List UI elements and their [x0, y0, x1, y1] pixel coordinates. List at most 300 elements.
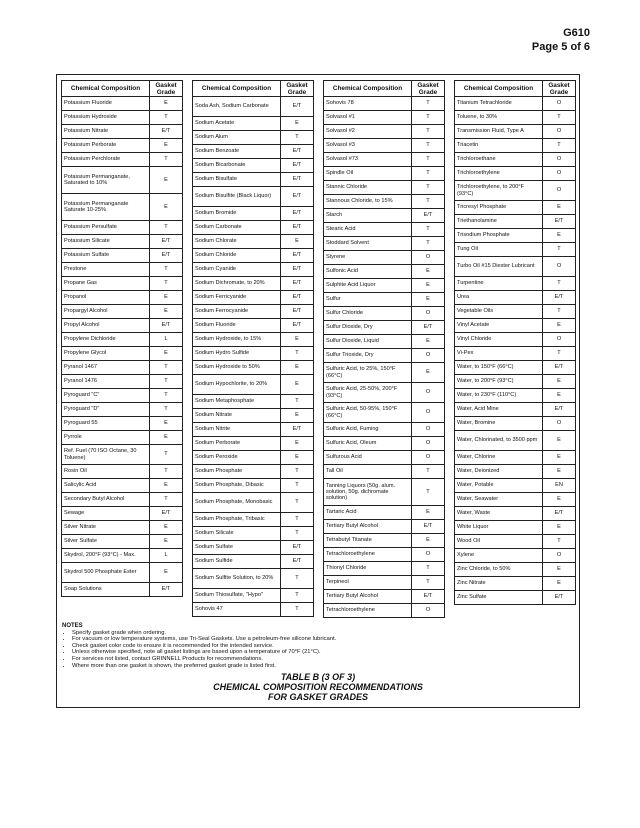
table-row	[324, 209, 445, 223]
chemical-name: Sulfur Dioxide, Dry	[324, 321, 412, 335]
chemical-name: Sodium Peroxide	[193, 451, 281, 465]
gasket-grade: E/T	[150, 125, 183, 139]
gasket-grade: E/T	[150, 235, 183, 249]
table-row	[455, 167, 576, 181]
gasket-grade: E/T	[543, 591, 576, 605]
table-row	[455, 333, 576, 347]
chemical-name: Potassium Perborate	[62, 139, 150, 153]
gasket-grade: T	[543, 347, 576, 361]
table-row	[62, 97, 183, 111]
gasket-grade: E	[412, 335, 445, 349]
chemical-name: Transmission Fluid, Type A	[455, 125, 543, 139]
gasket-grade: T	[150, 465, 183, 479]
table-row	[455, 319, 576, 333]
gasket-grade: T	[412, 111, 445, 125]
table-row	[62, 417, 183, 431]
chemical-name: Potassium Silicate	[62, 235, 150, 249]
gasket-grade: T	[150, 153, 183, 167]
chemical-name: Zinc Chloride, to 50%	[455, 563, 543, 577]
gasket-grade: E	[281, 361, 314, 375]
chemical-name: Sodium Hydroxide to 50%	[193, 361, 281, 375]
table-caption	[57, 672, 579, 702]
gasket-grade: E/T	[412, 520, 445, 534]
gasket-grade: T	[281, 527, 314, 541]
chemical-name: Sodium Silicate	[193, 527, 281, 541]
gasket-grade: T	[281, 569, 314, 589]
chemical-name: Sodium Chlorate	[193, 235, 281, 249]
gasket-grade: T	[150, 111, 183, 125]
chemical-name: Sodium Benzoate	[193, 145, 281, 159]
chemical-name: Vinyl Acetate	[455, 319, 543, 333]
chemical-name: Pyranol 1467	[62, 361, 150, 375]
gasket-grade: E	[150, 521, 183, 535]
note-item: • Where more than one gasket is shown, the preferred gasket grade is listed first.	[72, 663, 574, 670]
table-row	[455, 563, 576, 577]
gasket-grade: E	[150, 97, 183, 111]
chemical-name: Turbo Oil #15 Diester Lubricant	[455, 257, 543, 277]
chemical-name: Prestone	[62, 263, 150, 277]
gasket-grade: E	[150, 563, 183, 583]
page-number: Page 5 of 6	[531, 41, 590, 53]
gasket-grade: E	[150, 194, 183, 221]
gasket-grade: E	[150, 535, 183, 549]
chemical-name: Pyroguard "C"	[62, 389, 150, 403]
gasket-grade: E	[543, 563, 576, 577]
chemical-name: Sulfonic Acid	[324, 265, 412, 279]
chemical-name: Soda Ash, Sodium Carbonate	[193, 97, 281, 117]
table-row	[455, 243, 576, 257]
table-header-row	[324, 81, 445, 97]
gasket-grade: E	[281, 409, 314, 423]
chemical-name: Sodium Acetate	[193, 117, 281, 131]
chemical-name: Sodium Phosphate, Dibasic	[193, 479, 281, 493]
table-row	[324, 506, 445, 520]
chemical-name: Zinc Sulfate	[455, 591, 543, 605]
gasket-grade: E/T	[150, 583, 183, 597]
caption-line-2: CHEMICAL COMPOSITION RECOMMENDATIONS	[213, 682, 423, 692]
table-row	[62, 521, 183, 535]
chemical-name: Potassium Nitrate	[62, 125, 150, 139]
chemical-name: Turpentine	[455, 277, 543, 291]
table-row	[193, 437, 314, 451]
note-item: • Check gasket color code to ensure it is recommended for the intended service.	[72, 643, 574, 650]
grade-table	[192, 80, 314, 617]
gasket-grade: T	[412, 181, 445, 195]
table-row	[455, 403, 576, 417]
gasket-grade: E	[281, 117, 314, 131]
chemical-name: Sodium Ferrocyanide	[193, 305, 281, 319]
table-row	[324, 181, 445, 195]
table-row	[193, 451, 314, 465]
chemical-name: Skydrol, 200°F (93°C) - Max.	[62, 549, 150, 563]
chemical-name: Tall Oil	[324, 465, 412, 479]
table-row	[324, 576, 445, 590]
caption-line-1: TABLE B (3 OF 3)	[280, 672, 356, 682]
table-row	[62, 507, 183, 521]
chemical-name: Soap Solutions	[62, 583, 150, 597]
gasket-grade: T	[412, 223, 445, 237]
table-row	[324, 383, 445, 403]
gasket-grade: O	[543, 549, 576, 563]
gasket-grade: E/T	[412, 209, 445, 223]
chemical-name: White Liquor	[455, 521, 543, 535]
chemical-name: Skydrol 500 Phosphate Ester	[62, 563, 150, 583]
table-row	[62, 465, 183, 479]
chemical-name: Water, Waste	[455, 507, 543, 521]
gasket-grade: E/T	[281, 423, 314, 437]
gasket-grade: E	[412, 534, 445, 548]
table-row	[62, 319, 183, 333]
gasket-grade: O	[412, 437, 445, 451]
table-row	[62, 549, 183, 563]
table-row	[324, 465, 445, 479]
table-row	[455, 305, 576, 319]
gasket-grade: T	[281, 347, 314, 361]
gasket-grade: T	[150, 389, 183, 403]
gasket-grade: O	[412, 403, 445, 423]
chemical-name: Tertiary Butyl Alcohol	[324, 590, 412, 604]
gasket-grade: E	[543, 451, 576, 465]
table-row	[62, 153, 183, 167]
table-header-row	[62, 81, 183, 97]
gasket-grade: E/T	[281, 159, 314, 173]
gasket-grade: T	[281, 395, 314, 409]
grade-header: Gasket Grade	[281, 81, 314, 97]
gasket-grade: E/T	[281, 207, 314, 221]
chemical-name: Silver Nitrate	[62, 521, 150, 535]
gasket-grade: T	[150, 375, 183, 389]
gasket-grade: E	[543, 229, 576, 243]
gasket-grade: T	[412, 465, 445, 479]
gasket-grade: O	[412, 251, 445, 265]
table-row	[455, 347, 576, 361]
table-header-row	[455, 81, 576, 97]
note-item: • Unless otherwise specified, note all gasket listings are based upon a temperature of 70°F (21°C).	[72, 649, 574, 656]
table-row	[62, 125, 183, 139]
table-row	[455, 153, 576, 167]
table-row	[455, 181, 576, 201]
chemical-name: Water, Chlorinated, to 3500 ppm	[455, 431, 543, 451]
gasket-grade: E/T	[281, 555, 314, 569]
chemical-name: Solvasol #3	[324, 139, 412, 153]
table-row	[455, 431, 576, 451]
chemical-name: Tricresyl Phosphate	[455, 201, 543, 215]
table-row	[324, 321, 445, 335]
gasket-grade: L	[150, 549, 183, 563]
table-row	[193, 555, 314, 569]
chemical-name: Sulfuric Acid, Fuming	[324, 423, 412, 437]
chemical-name: Tung Oil	[455, 243, 543, 257]
gasket-grade: O	[412, 548, 445, 562]
table-row	[455, 125, 576, 139]
chemical-name: Solvasol #73	[324, 153, 412, 167]
chemical-name: Pyroguard 55	[62, 417, 150, 431]
gasket-grade: O	[543, 257, 576, 277]
gasket-grade: O	[543, 417, 576, 431]
table-row	[455, 591, 576, 605]
gasket-grade: T	[543, 111, 576, 125]
gasket-grade: E/T	[281, 221, 314, 235]
chemical-name: Tetrabutyl Titanate	[324, 534, 412, 548]
table-row	[193, 145, 314, 159]
chemical-name: Tanning Liquors (50g. alum. solution, 50g. dichromate solution)	[324, 479, 412, 506]
chemical-name: Propargyl Alcohol	[62, 305, 150, 319]
chemical-name: Potassium Permanganate Saturate 10-25%	[62, 194, 150, 221]
table-row	[193, 603, 314, 617]
gasket-grade: T	[281, 131, 314, 145]
table-row	[193, 187, 314, 207]
table-row	[62, 139, 183, 153]
gasket-grade: T	[150, 263, 183, 277]
chemical-name: Sohovis 78	[324, 97, 412, 111]
chemical-name: Sulfur Chloride	[324, 307, 412, 321]
page-header	[532, 26, 590, 54]
gasket-grade: E	[281, 235, 314, 249]
chemical-name: Sulfur Dioxide, Liquid	[324, 335, 412, 349]
table-row	[324, 251, 445, 265]
chemical-name: Sodium Phosphate, Tribasic	[193, 513, 281, 527]
table-row	[193, 221, 314, 235]
chemical-name: Spindle Oil	[324, 167, 412, 181]
table-row	[324, 167, 445, 181]
gasket-grade: T	[281, 589, 314, 603]
gasket-grade: E/T	[543, 403, 576, 417]
gasket-grade: T	[281, 479, 314, 493]
table-row	[455, 507, 576, 521]
table-row	[193, 277, 314, 291]
table-row	[193, 569, 314, 589]
table-row	[324, 125, 445, 139]
chemical-name: Sulfuric Acid, 25-50%, 200°F (93°C)	[324, 383, 412, 403]
gasket-grade: E	[150, 417, 183, 431]
chemical-table-2	[192, 80, 314, 617]
chemical-name: Sodium Cyanide	[193, 263, 281, 277]
chemical-name: Silver Sulfate	[62, 535, 150, 549]
gasket-grade: E/T	[412, 590, 445, 604]
chemical-name: Propylene Glycol	[62, 347, 150, 361]
gasket-grade: T	[412, 167, 445, 181]
chemical-name: Propylene Dichloride	[62, 333, 150, 347]
chemical-name: Stannic Chloride	[324, 181, 412, 195]
gasket-grade: L	[150, 333, 183, 347]
table-row	[193, 465, 314, 479]
chemical-name: Sodium Hypochlorite, to 20%	[193, 375, 281, 395]
chemical-table-1	[61, 80, 183, 597]
chemical-name: Tertiary Butyl Alcohol	[324, 520, 412, 534]
table-row	[193, 263, 314, 277]
grade-table	[454, 80, 576, 605]
table-row	[324, 139, 445, 153]
chemical-name: Water, Bromine	[455, 417, 543, 431]
chemical-name: Sulfuric Acid, 50-95%, 150°F (66°C)	[324, 403, 412, 423]
chemical-name: Urea	[455, 291, 543, 305]
gasket-grade: E	[543, 493, 576, 507]
table-row	[324, 335, 445, 349]
chemical-name: Pyrrole	[62, 431, 150, 445]
gasket-grade: E	[281, 375, 314, 395]
gasket-grade: E	[281, 437, 314, 451]
table-row	[455, 111, 576, 125]
chemical-name: Sodium Sulfate	[193, 541, 281, 555]
gasket-grade: T	[281, 603, 314, 617]
table-row	[62, 111, 183, 125]
gasket-grade: E/T	[281, 145, 314, 159]
table-row	[455, 479, 576, 493]
table-row	[62, 235, 183, 249]
gasket-grade: T	[412, 139, 445, 153]
chemical-name: Thionyl Chloride	[324, 562, 412, 576]
gasket-grade: E/T	[543, 215, 576, 229]
table-row	[193, 493, 314, 513]
chemical-name: Salicylic Acid	[62, 479, 150, 493]
chemical-name: Vi-Pex	[455, 347, 543, 361]
table-frame	[56, 74, 580, 708]
chemical-name: Pyranol 1476	[62, 375, 150, 389]
chemical-name: Trichloroethane	[455, 153, 543, 167]
gasket-grade: O	[543, 167, 576, 181]
chemical-name: Sodium Alum	[193, 131, 281, 145]
gasket-grade: T	[412, 576, 445, 590]
table-row	[324, 265, 445, 279]
gasket-grade: T	[281, 513, 314, 527]
gasket-grade: E	[150, 479, 183, 493]
chemical-name: Sulphite Acid Liquor	[324, 279, 412, 293]
chemical-name: Terpineol	[324, 576, 412, 590]
gasket-grade: E/T	[412, 321, 445, 335]
grade-header: Gasket Grade	[412, 81, 445, 97]
table-row	[455, 215, 576, 229]
chemical-name: Stannous Chloride, to 15%	[324, 195, 412, 209]
table-row	[62, 194, 183, 221]
gasket-grade: O	[543, 153, 576, 167]
composition-header: Chemical Composition	[62, 81, 150, 97]
gasket-grade: E/T	[281, 541, 314, 555]
chemical-name: Titanium Tetrachloride	[455, 97, 543, 111]
gasket-grade: E	[150, 139, 183, 153]
table-row	[62, 347, 183, 361]
gasket-grade: E	[150, 347, 183, 361]
table-row	[324, 423, 445, 437]
gasket-grade: T	[150, 221, 183, 235]
table-row	[62, 361, 183, 375]
chemical-name: Water, Seawater	[455, 493, 543, 507]
table-row	[324, 548, 445, 562]
chemical-name: Styrene	[324, 251, 412, 265]
table-row	[193, 131, 314, 145]
gasket-grade: E/T	[150, 249, 183, 263]
gasket-grade: T	[412, 195, 445, 209]
table-row	[324, 479, 445, 506]
chemical-table-4	[454, 80, 576, 605]
gasket-grade: E	[412, 279, 445, 293]
chemical-name: Potassium Hydroxide	[62, 111, 150, 125]
chemical-name: Sodium Ferricyanide	[193, 291, 281, 305]
gasket-grade: E	[543, 577, 576, 591]
chemical-name: Sodium Phosphate	[193, 465, 281, 479]
table-row	[62, 375, 183, 389]
table-row	[455, 229, 576, 243]
table-row	[62, 221, 183, 235]
table-row	[62, 389, 183, 403]
chemical-name: Potassium Persulfate	[62, 221, 150, 235]
table-row	[455, 375, 576, 389]
grade-header: Gasket Grade	[543, 81, 576, 97]
table-row	[193, 333, 314, 347]
table-row	[193, 395, 314, 409]
table-row	[324, 437, 445, 451]
chemical-name: Sodium Chloride	[193, 249, 281, 263]
table-row	[324, 562, 445, 576]
chemical-name: Sulfur Trioxide, Dry	[324, 349, 412, 363]
chemical-name: Sodium Phosphate, Monobasic	[193, 493, 281, 513]
chemical-name: Sodium Sulfide	[193, 555, 281, 569]
chemical-name: Stoddard Solvent	[324, 237, 412, 251]
table-row	[193, 409, 314, 423]
table-row	[455, 577, 576, 591]
gasket-grade: O	[412, 604, 445, 618]
chemical-name: Water, Acid Mine	[455, 403, 543, 417]
table-row	[62, 431, 183, 445]
chemical-name: Sulfuric Acid, to 25%, 150°F (66°C)	[324, 363, 412, 383]
gasket-grade: T	[543, 243, 576, 257]
grade-table	[323, 80, 445, 618]
chemical-name: Pyroguard "D"	[62, 403, 150, 417]
gasket-grade: E	[543, 201, 576, 215]
gasket-grade: E/T	[543, 361, 576, 375]
table-row	[324, 451, 445, 465]
table-row	[193, 479, 314, 493]
table-row	[62, 291, 183, 305]
chemical-name: Sodium Nitrite	[193, 423, 281, 437]
table-row	[324, 363, 445, 383]
table-row	[62, 535, 183, 549]
chemical-name: Sulfurous Acid	[324, 451, 412, 465]
chemical-name: Sodium Hydroxide, to 15%	[193, 333, 281, 347]
chemical-name: Sohovis 47	[193, 603, 281, 617]
gasket-grade: O	[412, 349, 445, 363]
note-item: • For vacuum or low temperature systems, use Tri-Seal Gaskets. Use a petroleum-free silicone lubricant.	[72, 636, 574, 643]
gasket-grade: E	[543, 465, 576, 479]
table-row	[62, 563, 183, 583]
chemical-name: Sodium Bicarbonate	[193, 159, 281, 173]
table-row	[193, 305, 314, 319]
gasket-grade: T	[543, 139, 576, 153]
gasket-grade: E/T	[281, 305, 314, 319]
gasket-grade: E/T	[281, 319, 314, 333]
table-row	[324, 590, 445, 604]
table-row	[455, 277, 576, 291]
gasket-grade: T	[281, 465, 314, 479]
gasket-grade: E/T	[281, 263, 314, 277]
table-header-row	[193, 81, 314, 97]
table-row	[193, 207, 314, 221]
gasket-grade: E	[543, 521, 576, 535]
table-row	[455, 521, 576, 535]
table-row	[193, 159, 314, 173]
gasket-grade: T	[543, 305, 576, 319]
chemical-name: Water, Potable	[455, 479, 543, 493]
table-row	[193, 97, 314, 117]
gasket-grade: O	[412, 307, 445, 321]
table-row	[324, 604, 445, 618]
gasket-grade: T	[412, 125, 445, 139]
gasket-grade: E	[281, 333, 314, 347]
chemical-name: Sodium Dichromate, to 20%	[193, 277, 281, 291]
table-row	[324, 520, 445, 534]
table-row	[455, 291, 576, 305]
gasket-grade: E/T	[281, 173, 314, 187]
table-row	[193, 375, 314, 395]
